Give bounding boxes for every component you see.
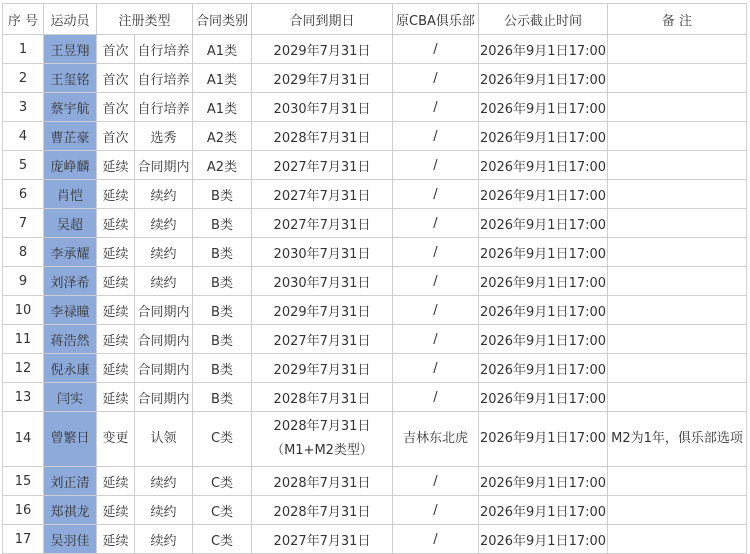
remark (608, 467, 747, 496)
contract-expiry: 2028年7月31日 (252, 122, 393, 151)
original-club: / (393, 209, 479, 238)
table-row (3, 383, 747, 412)
registration-method: 认领 (135, 412, 193, 467)
registration-kind: 首次 (97, 93, 135, 122)
table-row (3, 296, 747, 325)
row-number: 16 (3, 496, 44, 525)
player-name: 刘正清 (44, 467, 97, 496)
table-row (3, 209, 747, 238)
publicity-deadline: 2026年9月1日17:00 (479, 238, 608, 267)
registration-method: 合同期内 (135, 354, 193, 383)
remark (608, 64, 747, 93)
player-name: 刘泽希 (44, 267, 97, 296)
registration-kind: 延续 (97, 383, 135, 412)
contract-class: A2类 (193, 122, 252, 151)
publicity-deadline: 2026年9月1日17:00 (479, 525, 608, 554)
player-name: 曾繁日 (44, 412, 97, 467)
player-name: 吴超 (44, 209, 97, 238)
original-club: / (393, 64, 479, 93)
row-number: 6 (3, 180, 44, 209)
contract-class: B类 (193, 180, 252, 209)
table-row (3, 238, 747, 267)
original-club: 吉林东北虎 (393, 412, 479, 467)
publicity-deadline: 2026年9月1日17:00 (479, 383, 608, 412)
original-club: / (393, 467, 479, 496)
remark (608, 267, 747, 296)
contract-expiry: 2028年7月31日 (252, 467, 393, 496)
registration-kind: 首次 (97, 64, 135, 93)
contract-expiry-note: （M1+M2类型） (271, 443, 373, 458)
contract-expiry: 2027年7月31日 (252, 325, 393, 354)
contract-expiry: 2029年7月31日 (252, 296, 393, 325)
registration-kind: 延续 (97, 296, 135, 325)
remark (608, 383, 747, 412)
contract-expiry: 2029年7月31日 (252, 35, 393, 64)
contract-expiry: 2028年7月31日 (252, 496, 393, 525)
publicity-deadline: 2026年9月1日17:00 (479, 267, 608, 296)
player-name: 王玺铭 (44, 64, 97, 93)
player-name: 吴羽佳 (44, 525, 97, 554)
row-number: 7 (3, 209, 44, 238)
table-row (3, 151, 747, 180)
contract-class: B类 (193, 325, 252, 354)
contract-class: B类 (193, 209, 252, 238)
row-number: 15 (3, 467, 44, 496)
registration-kind: 延续 (97, 325, 135, 354)
registration-kind: 首次 (97, 35, 135, 64)
header-row (3, 4, 747, 35)
original-club: / (393, 296, 479, 325)
player-name: 王昱翔 (44, 35, 97, 64)
remark (608, 238, 747, 267)
header-remark: 备 注 (608, 4, 747, 35)
contract-expiry: 2028年7月31日 (252, 383, 393, 412)
registration-kind: 延续 (97, 180, 135, 209)
original-club: / (393, 93, 479, 122)
contract-expiry: 2030年7月31日 (252, 93, 393, 122)
row-number: 2 (3, 64, 44, 93)
table-row (3, 267, 747, 296)
player-name: 倪永康 (44, 354, 97, 383)
registration-kind: 延续 (97, 267, 135, 296)
contract-class: C类 (193, 412, 252, 467)
original-club: / (393, 267, 479, 296)
player-name: 庞峥麟 (44, 151, 97, 180)
publicity-deadline: 2026年9月1日17:00 (479, 496, 608, 525)
publicity-deadline: 2026年9月1日17:00 (479, 180, 608, 209)
contract-expiry: 2030年7月31日 (252, 267, 393, 296)
publicity-deadline: 2026年9月1日17:00 (479, 122, 608, 151)
registration-method: 自行培养 (135, 64, 193, 93)
header-contract-class: 合同类别 (193, 4, 252, 35)
registration-kind: 首次 (97, 122, 135, 151)
contract-class: A1类 (193, 93, 252, 122)
player-registration-table (2, 3, 747, 554)
header-deadline: 公示截止时间 (479, 4, 608, 35)
publicity-deadline: 2026年9月1日17:00 (479, 467, 608, 496)
contract-class: B类 (193, 354, 252, 383)
contract-class: B类 (193, 383, 252, 412)
table-row (3, 325, 747, 354)
registration-method: 合同期内 (135, 151, 193, 180)
registration-method: 续约 (135, 267, 193, 296)
contract-expiry (252, 412, 393, 467)
header-no: 序 号 (3, 4, 44, 35)
contract-expiry: 2030年7月31日 (252, 238, 393, 267)
row-number: 17 (3, 525, 44, 554)
table-row (3, 412, 747, 467)
publicity-deadline: 2026年9月1日17:00 (479, 296, 608, 325)
original-club: / (393, 151, 479, 180)
registration-kind: 延续 (97, 151, 135, 180)
original-club: / (393, 354, 479, 383)
header-original-club: 原CBA俱乐部 (393, 4, 479, 35)
original-club: / (393, 525, 479, 554)
remark (608, 209, 747, 238)
header-player: 运动员 (44, 4, 97, 35)
row-number: 11 (3, 325, 44, 354)
remark (608, 180, 747, 209)
contract-class: B类 (193, 238, 252, 267)
row-number: 12 (3, 354, 44, 383)
row-number: 9 (3, 267, 44, 296)
contract-class: C类 (193, 467, 252, 496)
contract-expiry: 2029年7月31日 (252, 64, 393, 93)
registration-method: 续约 (135, 496, 193, 525)
contract-class: C类 (193, 525, 252, 554)
contract-class: A2类 (193, 151, 252, 180)
remark (608, 296, 747, 325)
contract-expiry: 2027年7月31日 (252, 525, 393, 554)
remark (608, 35, 747, 64)
original-club: / (393, 383, 479, 412)
table-row (3, 93, 747, 122)
original-club: / (393, 122, 479, 151)
registration-kind: 延续 (97, 467, 135, 496)
remark (608, 525, 747, 554)
registration-method: 自行培养 (135, 35, 193, 64)
player-name: 肖恺 (44, 180, 97, 209)
contract-expiry: 2027年7月31日 (252, 209, 393, 238)
registration-method: 续约 (135, 209, 193, 238)
registration-method: 自行培养 (135, 93, 193, 122)
row-number: 13 (3, 383, 44, 412)
remark (608, 354, 747, 383)
publicity-deadline: 2026年9月1日17:00 (479, 209, 608, 238)
publicity-deadline: 2026年9月1日17:00 (479, 354, 608, 383)
table-row (3, 180, 747, 209)
registration-kind: 变更 (97, 412, 135, 467)
row-number: 1 (3, 35, 44, 64)
registration-method: 续约 (135, 467, 193, 496)
publicity-deadline: 2026年9月1日17:00 (479, 35, 608, 64)
publicity-deadline: 2026年9月1日17:00 (479, 325, 608, 354)
header-contract-expiry: 合同到期日 (252, 4, 393, 35)
header-registration-type: 注册类型 (97, 4, 193, 35)
table-row (3, 64, 747, 93)
row-number: 5 (3, 151, 44, 180)
registration-kind: 延续 (97, 354, 135, 383)
registration-method: 续约 (135, 180, 193, 209)
table-row (3, 354, 747, 383)
contract-class: A1类 (193, 64, 252, 93)
remark (608, 93, 747, 122)
contract-class: C类 (193, 496, 252, 525)
registration-kind: 延续 (97, 496, 135, 525)
contract-expiry: 2027年7月31日 (252, 180, 393, 209)
registration-method: 合同期内 (135, 325, 193, 354)
remark (608, 325, 747, 354)
contract-expiry: 2027年7月31日 (252, 151, 393, 180)
registration-kind: 延续 (97, 525, 135, 554)
table-row (3, 496, 747, 525)
row-number: 10 (3, 296, 44, 325)
registration-method: 选秀 (135, 122, 193, 151)
original-club: / (393, 180, 479, 209)
contract-class: B类 (193, 296, 252, 325)
contract-class: B类 (193, 267, 252, 296)
player-name: 曹芷豪 (44, 122, 97, 151)
publicity-deadline: 2026年9月1日17:00 (479, 412, 608, 467)
original-club: / (393, 496, 479, 525)
remark (608, 496, 747, 525)
row-number: 3 (3, 93, 44, 122)
publicity-deadline: 2026年9月1日17:00 (479, 93, 608, 122)
remark: M2为1年，俱乐部选项 (608, 412, 747, 467)
contract-class: A1类 (193, 35, 252, 64)
remark (608, 122, 747, 151)
player-name: 蒋浩然 (44, 325, 97, 354)
contract-expiry: 2029年7月31日 (252, 354, 393, 383)
registration-kind: 延续 (97, 209, 135, 238)
registration-kind: 延续 (97, 238, 135, 267)
registration-method: 续约 (135, 525, 193, 554)
contract-expiry-date: 2028年7月31日 (273, 419, 371, 434)
table-row (3, 525, 747, 554)
original-club: / (393, 35, 479, 64)
registration-method: 合同期内 (135, 383, 193, 412)
player-name: 闫实 (44, 383, 97, 412)
row-number: 14 (3, 412, 44, 467)
player-name: 李禄瞳 (44, 296, 97, 325)
row-number: 4 (3, 122, 44, 151)
player-name: 蔡宇航 (44, 93, 97, 122)
registration-method: 合同期内 (135, 296, 193, 325)
original-club: / (393, 325, 479, 354)
player-name: 李承耀 (44, 238, 97, 267)
publicity-deadline: 2026年9月1日17:00 (479, 64, 608, 93)
original-club: / (393, 238, 479, 267)
registration-method: 续约 (135, 238, 193, 267)
table-row (3, 35, 747, 64)
row-number: 8 (3, 238, 44, 267)
remark (608, 151, 747, 180)
publicity-deadline: 2026年9月1日17:00 (479, 151, 608, 180)
table-row (3, 122, 747, 151)
table-row (3, 467, 747, 496)
player-name: 郑祺龙 (44, 496, 97, 525)
